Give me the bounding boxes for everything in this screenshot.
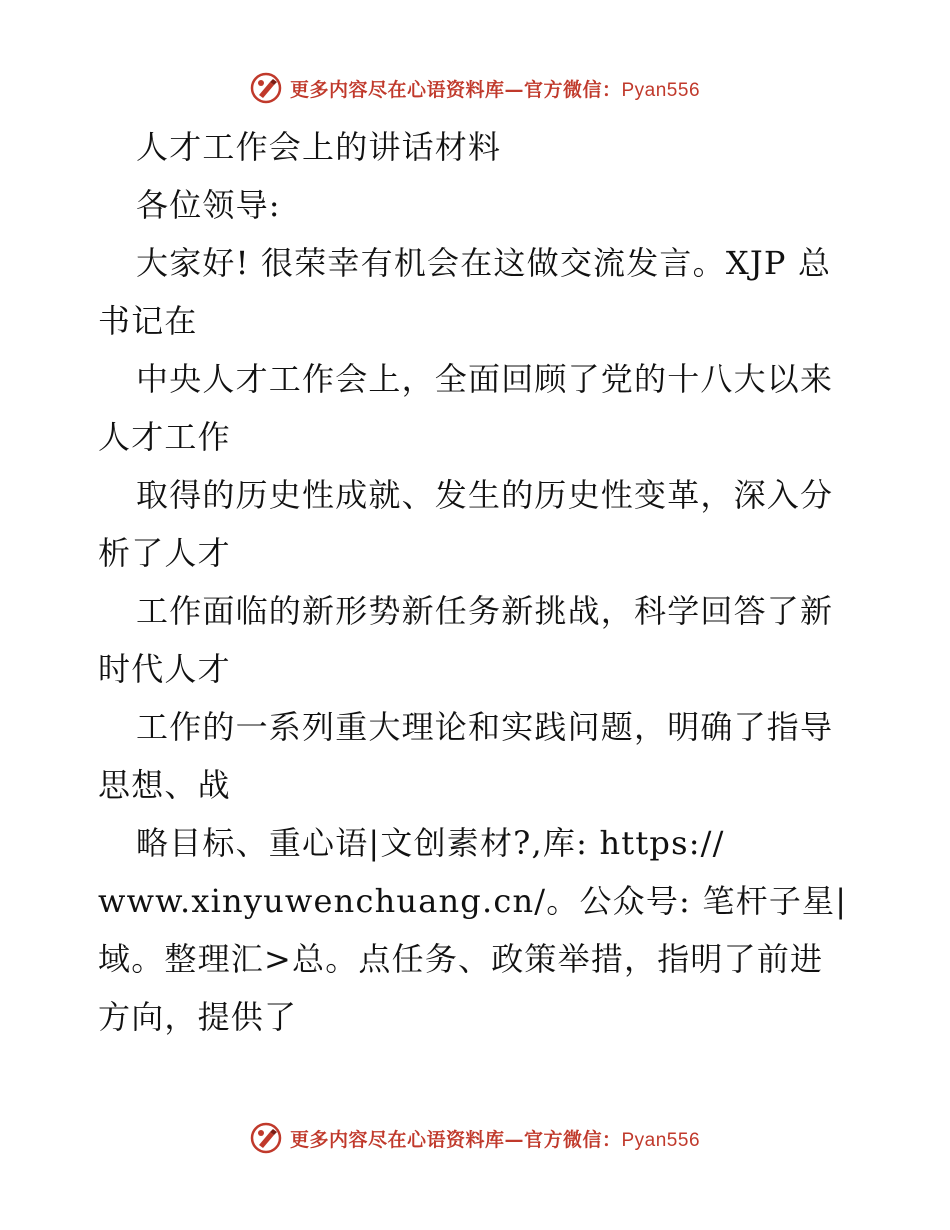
document-line: 大家好! 很荣幸有机会在这做交流发言。XJP 总 xyxy=(136,244,832,282)
document-line: 书记在 xyxy=(98,302,198,340)
document-line: 方向，提供了 xyxy=(98,998,298,1036)
pen-logo-icon xyxy=(250,72,282,104)
document-line: 工作面临的新形势新任务新挑战，科学回答了新 xyxy=(136,592,834,630)
footer-banner-account: Pyan556 xyxy=(621,1129,701,1151)
document-line: 人才工作 xyxy=(98,418,231,456)
document-line: 工作的一系列重大理论和实践问题，明确了指导 xyxy=(136,708,834,746)
footer-banner-text: 更多内容尽在心语资料库—官方微信： xyxy=(289,1128,622,1151)
document-line: 略目标、重心语|文创素材?,库: https:// xyxy=(136,824,725,862)
document-body xyxy=(98,118,858,1046)
pen-logo-icon xyxy=(250,1122,282,1154)
document-line: www.xinyuwenchuang.cn/。公众号: 笔杆子星| xyxy=(98,882,848,920)
document-line: 中央人才工作会上，全面回顾了党的十八大以来 xyxy=(136,360,834,398)
header-banner xyxy=(0,72,950,104)
document-line: 域。整理汇>总。点任务、政策举措，指明了前进 xyxy=(98,940,824,978)
document-line: 时代人才 xyxy=(98,650,231,688)
header-banner-account: Pyan556 xyxy=(621,79,701,101)
document-line: 取得的历史性成就、发生的历史性变革，深入分 xyxy=(136,476,834,514)
document-line: 析了人才 xyxy=(98,534,231,572)
header-banner-text: 更多内容尽在心语资料库—官方微信： xyxy=(289,78,622,101)
footer-banner xyxy=(0,1122,950,1154)
document-line: 思想、战 xyxy=(98,766,231,804)
document-line: 人才工作会上的讲话材料 xyxy=(136,128,502,166)
document-line: 各位领导: xyxy=(136,186,281,224)
